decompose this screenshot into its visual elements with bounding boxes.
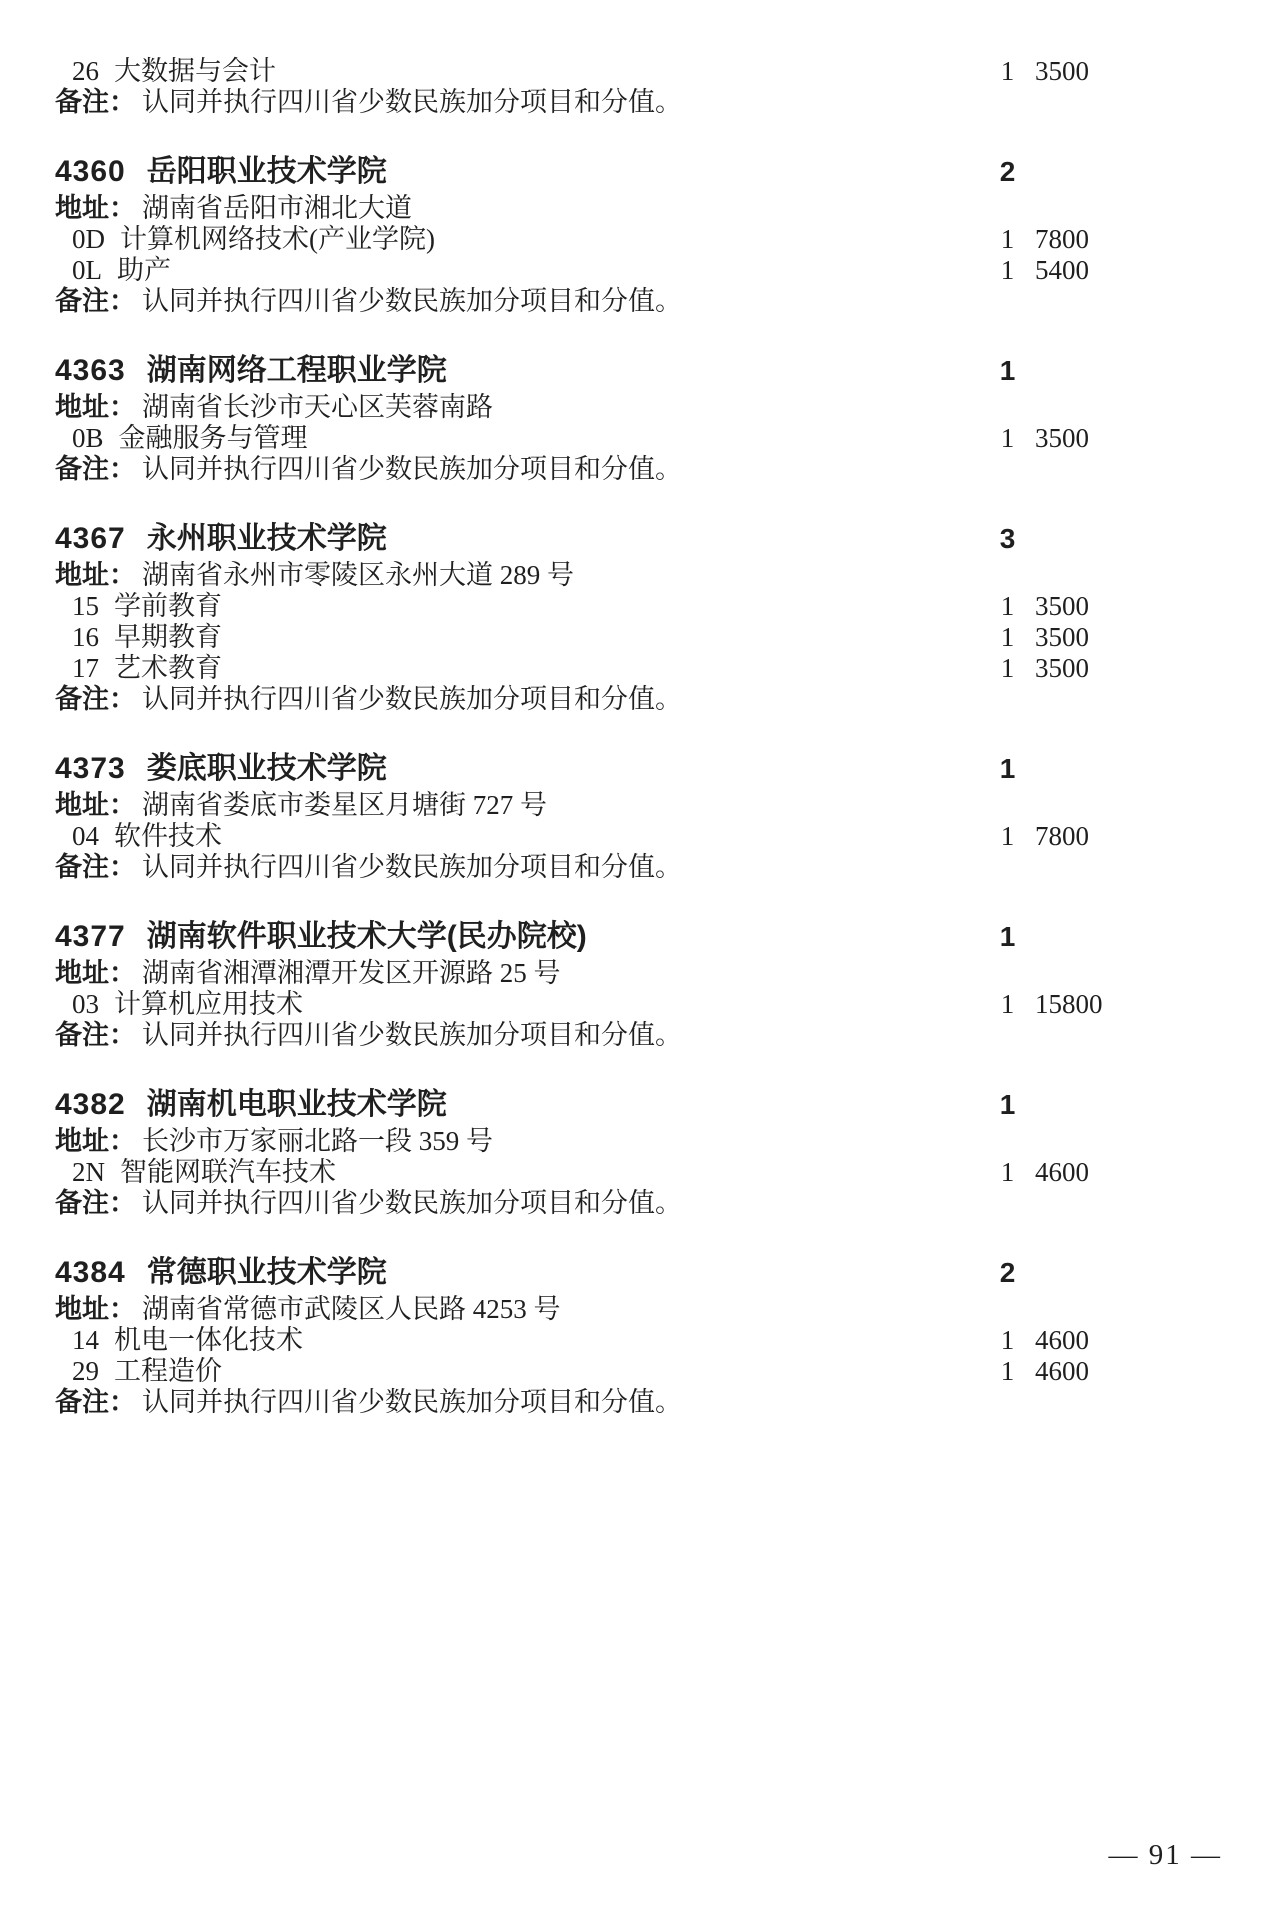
note-label: 备注： [55,1020,136,1050]
major-title-cell [55,1157,980,1188]
note-row [55,1020,1220,1051]
major-plan-count: 1 [1000,591,1015,621]
school-header-row [55,350,1220,392]
major-title-cell [55,622,980,653]
address-text: 长沙市万家丽北路一段 359 号 [142,1126,493,1156]
school-header-row [55,151,1220,193]
school-section [55,748,1220,883]
major-tuition-fee: 7800 [1035,224,1089,254]
school-code: 4373 [55,752,126,785]
major-tuition-fee: 7800 [1035,821,1089,851]
major-row [55,56,1220,87]
major-name: 助产 [117,255,171,285]
major-code: 15 [72,591,99,621]
note-text: 认同并执行四川省少数民族加分项目和分值。 [142,286,682,316]
address-label: 地址： [55,790,136,820]
note-text: 认同并执行四川省少数民族加分项目和分值。 [142,1188,682,1218]
school-plan-total: 1 [999,921,1016,952]
major-code: 0L [72,255,102,285]
address-text: 湖南省常德市武陵区人民路 4253 号 [142,1294,561,1324]
note-label: 备注： [55,87,136,117]
major-title-cell [55,591,980,622]
address-text: 湖南省永州市零陵区永州大道 289 号 [142,560,574,590]
major-name: 大数据与会计 [114,56,276,86]
major-row [55,255,1220,286]
note-text: 认同并执行四川省少数民族加分项目和分值。 [142,1387,682,1417]
address-row [55,1126,1220,1157]
major-title-cell [55,1325,980,1356]
major-tuition-fee: 3500 [1035,591,1089,621]
major-code: 03 [72,989,99,1019]
major-tuition-fee: 4600 [1035,1157,1089,1187]
school-code: 4382 [55,1088,126,1121]
school-plan-total: 1 [999,1089,1016,1120]
school-header-row [55,916,1220,958]
address-row [55,392,1220,423]
major-tuition-fee: 5400 [1035,255,1089,285]
address-text: 湖南省长沙市天心区芙蓉南路 [142,392,493,422]
note-label: 备注： [55,852,136,882]
note-text: 认同并执行四川省少数民族加分项目和分值。 [142,852,682,882]
school-name: 常德职业技术学院 [146,1256,387,1289]
major-plan-count: 1 [1000,423,1015,453]
note-row [55,454,1220,485]
major-tuition-fee: 4600 [1035,1325,1089,1355]
note-row [55,1188,1220,1219]
school-plan-total: 1 [999,355,1016,386]
school-section [55,1084,1220,1219]
school-code: 4384 [55,1256,126,1289]
address-label: 地址： [55,958,136,988]
note-label: 备注： [55,454,136,484]
major-code: 14 [72,1325,99,1355]
continued-school-block [55,56,1220,118]
note-row [55,684,1220,715]
major-title-cell [55,653,980,684]
major-name: 计算机网络技术(产业学院) [120,224,435,254]
address-text: 湖南省岳阳市湘北大道 [142,193,412,223]
school-list [55,151,1220,1418]
address-label: 地址： [55,1126,136,1156]
note-row [55,1387,1220,1418]
major-plan-count: 1 [1000,989,1015,1019]
note-label: 备注： [55,684,136,714]
school-code: 4360 [55,155,126,188]
major-code: 26 [72,56,99,86]
note-label: 备注： [55,1188,136,1218]
major-title-cell [55,1356,980,1387]
school-title-cell [55,1252,980,1294]
note-text: 认同并执行四川省少数民族加分项目和分值。 [142,454,682,484]
address-label: 地址： [55,193,136,223]
address-text: 湖南省娄底市娄星区月塘街 727 号 [142,790,547,820]
note-label: 备注： [55,1387,136,1417]
major-name: 金融服务与管理 [118,423,308,453]
school-header-row [55,748,1220,790]
major-row [55,1356,1220,1387]
school-title-cell [55,151,980,193]
major-plan-count: 1 [1000,653,1015,683]
major-tuition-fee: 15800 [1035,989,1103,1019]
school-header-row [55,518,1220,560]
school-name: 湖南软件职业技术大学(民办院校) [146,920,587,953]
major-name: 机电一体化技术 [114,1325,303,1355]
major-title-cell [55,989,980,1020]
major-code: 29 [72,1356,99,1386]
major-plan-count: 1 [1000,224,1015,254]
address-label: 地址： [55,392,136,422]
major-plan-count: 1 [1000,1157,1015,1187]
school-title-cell [55,1084,980,1126]
major-tuition-fee: 3500 [1035,56,1089,86]
school-section [55,350,1220,485]
major-plan-count: 1 [1000,821,1015,851]
page-number: — 91 — [1108,1839,1222,1871]
major-name: 软件技术 [114,821,222,851]
address-label: 地址： [55,1294,136,1324]
school-plan-total: 2 [999,156,1016,187]
note-row [55,286,1220,317]
major-name: 工程造价 [114,1356,222,1386]
major-title-cell [55,224,980,255]
school-section [55,916,1220,1051]
major-tuition-fee: 3500 [1035,622,1089,652]
address-row [55,790,1220,821]
school-name: 永州职业技术学院 [146,522,387,555]
address-text: 湖南省湘潭湘潭开发区开源路 25 号 [142,958,561,988]
school-plan-total: 2 [999,1257,1016,1288]
major-name: 早期教育 [114,622,222,652]
address-row [55,560,1220,591]
address-label: 地址： [55,560,136,590]
school-header-row [55,1252,1220,1294]
major-code: 17 [72,653,99,683]
major-name: 计算机应用技术 [114,989,303,1019]
school-title-cell [55,518,980,560]
major-tuition-fee: 4600 [1035,1356,1089,1386]
major-name: 智能网联汽车技术 [120,1157,336,1187]
school-code: 4367 [55,522,126,555]
major-code: 04 [72,821,99,851]
school-code: 4377 [55,920,126,953]
address-row [55,958,1220,989]
major-row [55,653,1220,684]
major-title-cell [55,255,980,286]
major-row [55,423,1220,454]
major-tuition-fee: 3500 [1035,653,1089,683]
major-row [55,1157,1220,1188]
major-row [55,989,1220,1020]
school-code: 4363 [55,354,126,387]
school-section [55,1252,1220,1418]
school-plan-total: 3 [999,523,1016,554]
major-plan-count: 1 [1000,56,1015,86]
school-title-cell [55,916,980,958]
major-row [55,591,1220,622]
major-row [55,821,1220,852]
school-plan-total: 1 [999,753,1016,784]
major-title-cell [55,423,980,454]
school-name: 湖南网络工程职业学院 [146,354,447,387]
note-text: 认同并执行四川省少数民族加分项目和分值。 [142,87,682,117]
major-plan-count: 1 [1000,622,1015,652]
major-row [55,1325,1220,1356]
note-row [55,852,1220,883]
note-label: 备注： [55,286,136,316]
major-code: 0D [72,224,105,254]
major-code: 16 [72,622,99,652]
address-row [55,1294,1220,1325]
school-section [55,518,1220,715]
major-code: 0B [72,423,104,453]
major-code: 2N [72,1157,105,1187]
school-name: 娄底职业技术学院 [146,752,387,785]
major-tuition-fee: 3500 [1035,423,1089,453]
note-text: 认同并执行四川省少数民族加分项目和分值。 [142,1020,682,1050]
address-row [55,193,1220,224]
major-row [55,622,1220,653]
note-text: 认同并执行四川省少数民族加分项目和分值。 [142,684,682,714]
major-plan-count: 1 [1000,1325,1015,1355]
school-title-cell [55,748,980,790]
major-name: 学前教育 [114,591,222,621]
school-title-cell [55,350,980,392]
major-plan-count: 1 [1000,1356,1015,1386]
school-name: 湖南机电职业技术学院 [146,1088,447,1121]
major-plan-count: 1 [1000,255,1015,285]
page-content [55,56,1220,1418]
school-header-row [55,1084,1220,1126]
major-title-cell [55,821,980,852]
major-name: 艺术教育 [114,653,222,683]
school-name: 岳阳职业技术学院 [146,155,387,188]
school-section [55,151,1220,317]
note-row [55,87,1220,118]
major-row [55,224,1220,255]
major-title-cell [55,56,980,87]
